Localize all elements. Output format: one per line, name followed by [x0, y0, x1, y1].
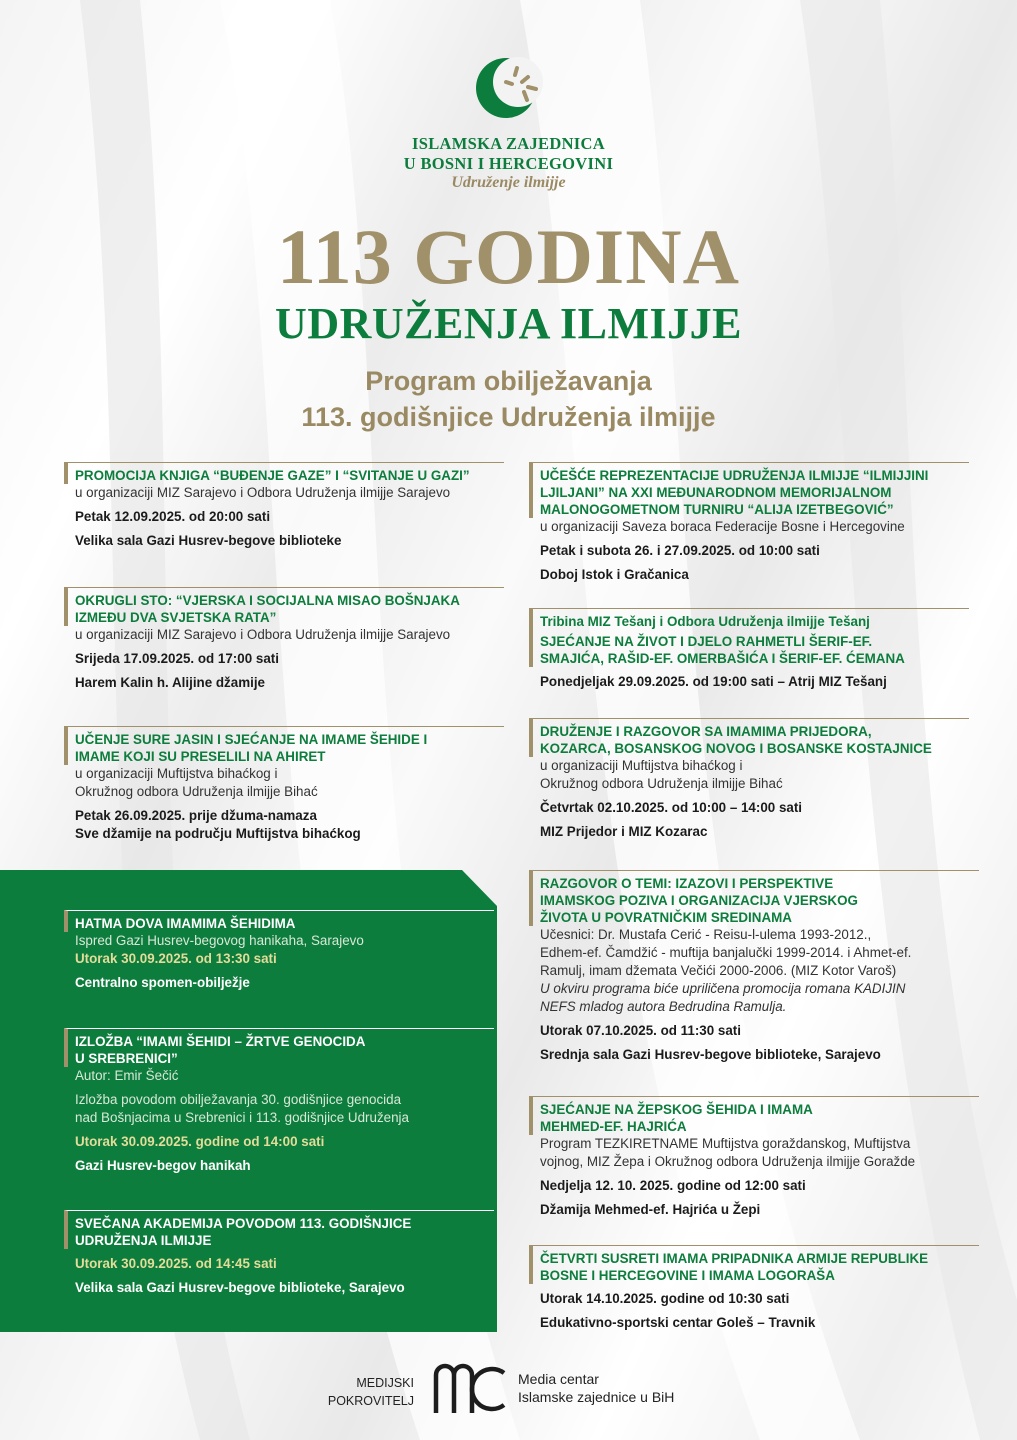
event-organizer: Ispred Gazi Husrev-begovog hanikaha, Sarajevo: [75, 933, 364, 948]
event-date: Utorak 30.09.2025. godine od 14:00 sati: [75, 1134, 325, 1149]
event-title-line1: SVEČANA AKADEMIJA POVODOM 113. GODIŠNJICE: [75, 1216, 412, 1231]
event-title-line1: SJEĆANJE NA ŽEPSKOG ŠEHIDA I IMAMA: [540, 1102, 813, 1117]
event-date: Utorak 14.10.2025. godine od 10:30 sati: [540, 1291, 790, 1306]
event-title-line1: UČEŠĆE REPREZENTACIJE UDRUŽENJA ILMIJJE “ILMIJJINI: [540, 468, 929, 483]
event-title-line2: UDRUŽENJA ILMIJJE: [75, 1233, 212, 1248]
event-title-line3: MALONOGOMETNOM TURNIRU “ALIJA IZETBEGOVIĆ”: [540, 502, 894, 517]
sponsor-label-line2: POKROVITELJ: [327, 1394, 414, 1408]
event-organizer-line2: Okružnog odbora Udruženja ilmijje Bihać: [75, 784, 318, 799]
event-description-line1: Izložba povodom obilježavanja 30. godišnjice genocida: [75, 1092, 402, 1107]
event-date: Utorak 30.09.2025. od 14:45 sati: [75, 1256, 277, 1271]
event-organizer: u organizaciji MIZ Sarajevo i Odbora Udruženja ilmijje Sarajevo: [75, 485, 451, 500]
event-army-imams-meeting: [529, 1245, 979, 1332]
event-title-line2: IZMEĐU DVA SVJETSKA RATA”: [75, 610, 277, 625]
event-date: Srijeda 17.09.2025. od 17:00 sati: [75, 651, 279, 666]
event-date: Utorak 30.09.2025. od 13:30 sati: [75, 951, 277, 966]
event-date: Nedjelja 12. 10. 2025. godine od 12:00 sati: [540, 1178, 806, 1193]
event-place: MIZ Prijedor i MIZ Kozarac: [540, 824, 708, 839]
event-date-place: Ponedjeljak 29.09.2025. od 19:00 sati – Atrij MIZ Tešanj: [540, 674, 887, 689]
org-name-line2: U BOSNI I HERCEGOVINI: [403, 154, 614, 173]
event-note-line1: U okviru programa biće upriličena promocija romana KADIJIN: [540, 981, 906, 996]
program-title-line1: Program obilježavanja: [365, 366, 652, 396]
event-date: Petak 12.09.2025. od 20:00 sati: [75, 509, 271, 524]
event-note-line2: NEFS mladog autora Bedrudina Ramulja.: [540, 999, 787, 1014]
event-title-line1: IZLOŽBA “IMAMI ŠEHIDI – ŽRTVE GENOCIDA: [75, 1034, 366, 1049]
media-center-line2: Islamske zajednice u BiH: [518, 1389, 675, 1405]
main-title: 113 GODINA: [277, 213, 740, 300]
event-title-line2: KOZARCA, BOSANSKOG NOVOG I BOSANSKE KOSTAJNICE: [540, 741, 932, 756]
event-title-line2: BOSNE I HERCEGOVINE I IMAMA LOGORAŠA: [540, 1268, 835, 1283]
event-place: Velika sala Gazi Husrev-begove biblioteke: [75, 533, 342, 548]
event-tesanj-tribune: [529, 608, 969, 691]
event-exhibition: [64, 1028, 494, 1175]
event-book-promotion: [64, 462, 504, 550]
event-academy: [64, 1210, 494, 1297]
event-place: Harem Kalin h. Alijine džamije: [75, 675, 265, 690]
media-center-logo-icon: [432, 1361, 508, 1417]
event-place: Džamija Mehmed-ef. Hajrića u Žepi: [540, 1202, 761, 1217]
event-date: Utorak 07.10.2025. od 11:30 sati: [540, 1023, 741, 1038]
event-participants-line3: Ramulj, imam džemata Večići 2000-2006. (MIZ Kotor Varoš): [540, 963, 897, 978]
event-title-line1: UČENJE SURE JASIN I SJEĆANJE NA IMAME ŠEHIDE I: [75, 732, 428, 747]
event-author: Autor: Emir Šečić: [75, 1068, 179, 1083]
event-organizer-line1: u organizaciji Muftijstva bihaćkog i: [75, 766, 278, 781]
event-hatma-dova: [64, 910, 494, 992]
event-title: HATMA DOVA IMAMIMA ŠEHIDIMA: [64, 910, 494, 932]
org-name-line1: ISLAMSKA ZAJEDNICA: [412, 134, 605, 153]
event-participants-line2: Edhem-ef. Čamdžić - muftija banjalučki 1999-2014. i Ahmet-ef.: [540, 945, 912, 960]
event-title-line2: U SREBRENICI”: [75, 1051, 178, 1066]
event-organizer-line1: u organizaciji Muftijstva bihaćkog i: [540, 758, 743, 773]
event-place: Edukativno-sportski centar Goleš – Travnik: [540, 1315, 816, 1330]
event-round-table: [64, 587, 504, 692]
event-title-line2: SMAJIĆA, RAŠID-EF. OMERBAŠIĆA I ŠERIF-EF. ĆEMANA: [540, 651, 905, 666]
event-returnee-talk: [529, 870, 979, 1064]
event-date: Petak i subota 26. i 27.09.2025. od 10:00 sati: [540, 543, 820, 558]
event-program-line1: Program TEZKIRETNAME Muftijstva goraždanskog, Muftijstva: [540, 1136, 911, 1151]
event-title-line1: DRUŽENJE I RAZGOVOR SA IMAMIMA PRIJEDORA,: [540, 724, 872, 739]
event-title-line1: ČETVRTI SUSRETI IMAMA PRIPADNIKA ARMIJE REPUBLIKE: [540, 1251, 929, 1266]
event-organizer: u organizaciji Saveza boraca Federacije Bosne i Hercegovine: [540, 519, 905, 534]
media-center-line1: Media centar: [518, 1371, 599, 1387]
event-participants-line1: Učesnici: Dr. Mustafa Cerić - Reisu-l-ulema 1993-2012.,: [540, 927, 872, 942]
event-prijedor-meeting: [529, 718, 969, 841]
event-title: PROMOCIJA KNJIGA “BUĐENJE GAZE” I “SVITANJE U GAZI”: [64, 462, 504, 484]
org-subname: Udruženje ilmijje: [451, 174, 566, 191]
event-sura-jasin: [64, 726, 504, 843]
sponsor-label-line1: MEDIJSKI: [356, 1376, 414, 1390]
program-title-line2: 113. godišnjice Udruženja ilmijje: [301, 402, 716, 432]
media-sponsor-label: [318, 1374, 414, 1410]
event-title-line1: OKRUGLI STO: “VJERSKA I SOCIJALNA MISAO BOŠNJAKA: [75, 593, 460, 608]
event-subheading: Tribina MIZ Tešanj i Odbora Udruženja ilmijje Tešanj: [540, 614, 870, 629]
event-title-line1: RAZGOVOR O TEMI: IZAZOVI I PERSPEKTIVE: [540, 876, 834, 891]
event-title-line2: IMAMSKOG POZIVA I ORGANIZACIJA VJERSKOG: [540, 893, 858, 908]
event-zepa-remembrance: [529, 1096, 979, 1219]
event-title-line1: SJEĆANJE NA ŽIVOT I DJELO RAHMETLI ŠERIF-EF.: [540, 634, 873, 649]
event-place: Doboj Istok i Gračanica: [540, 567, 689, 582]
event-program-line2: vojnog, MIZ Žepa i Okružnog odbora Udruženja ilmijje Goražde: [540, 1154, 916, 1169]
event-place: Sve džamije na području Muftijstva bihaćkog: [75, 826, 361, 841]
event-place: Velika sala Gazi Husrev-begove biblioteke, Sarajevo: [75, 1280, 405, 1295]
main-subtitle: UDRUŽENJA ILMIJJE: [275, 299, 742, 348]
media-center-name: [518, 1370, 674, 1406]
event-organizer-line2: Okružnog odbora Udruženja ilmijje Bihać: [540, 776, 783, 791]
event-description-line2: nad Bošnjacima u Srebrenici i 113. godišnjice Udruženja: [75, 1110, 409, 1125]
event-title-line2: IMAME KOJI SU PRESELILI NA AHIRET: [75, 749, 326, 764]
event-date: Petak 26.09.2025. prije džuma-namaza: [75, 808, 317, 823]
crescent-logo-icon: [470, 50, 550, 130]
event-place: Centralno spomen-obilježje: [75, 975, 250, 990]
event-title-line2: MEHMED-EF. HAJRIĆA: [540, 1119, 687, 1134]
event-title-line2: LJILJANI” NA XXI MEĐUNARODNOM MEMORIJALNOM: [540, 485, 892, 500]
event-football-tournament: [529, 462, 969, 584]
event-date: Četvrtak 02.10.2025. od 10:00 – 14:00 sati: [540, 800, 803, 815]
event-place: Srednja sala Gazi Husrev-begove biblioteke, Sarajevo: [540, 1047, 881, 1062]
event-title-line3: ŽIVOTA U POVRATNIČKIM SREDINAMA: [540, 910, 792, 925]
event-place: Gazi Husrev-begov hanikah: [75, 1158, 251, 1173]
event-organizer: u organizaciji MIZ Sarajevo i Odbora Udruženja ilmijje Sarajevo: [75, 627, 451, 642]
